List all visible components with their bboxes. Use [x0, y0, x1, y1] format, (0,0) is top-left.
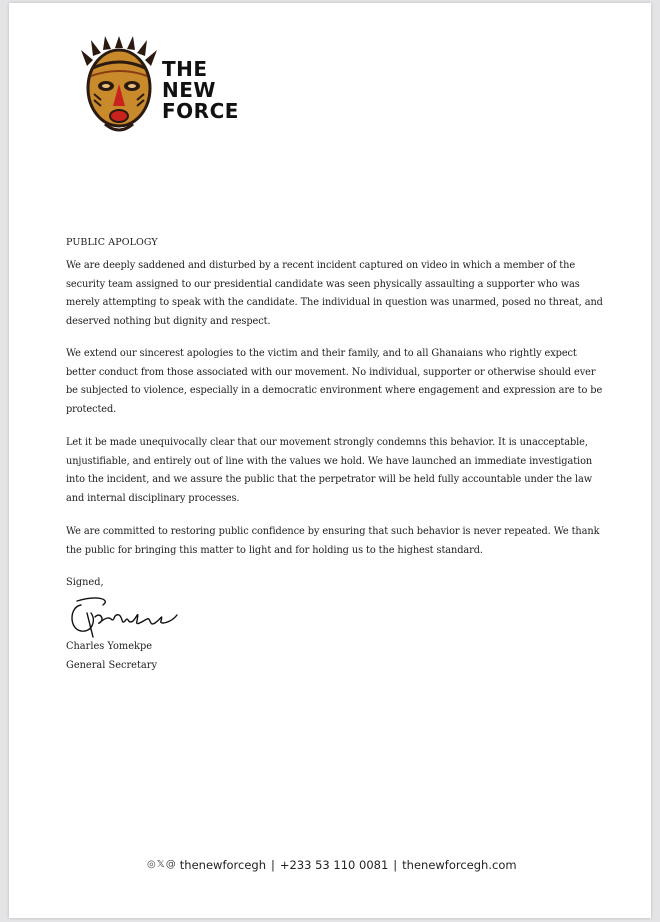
signed-label: Signed,: [66, 577, 104, 588]
x-icon: 𝕏: [156, 859, 165, 870]
handwritten-signature-icon: [67, 591, 187, 641]
signer-title: General Secretary: [66, 660, 157, 671]
instagram-icon: ◎: [147, 859, 156, 870]
letter-title: PUBLIC APOLOGY: [66, 237, 158, 248]
footer-handle: thenewforcegh: [179, 858, 266, 872]
letter-footer: [147, 858, 517, 872]
brand-line-3: FORCE: [162, 99, 239, 123]
tribal-mask-logo-icon: [79, 36, 159, 146]
brand-line-1: THE: [162, 57, 208, 81]
footer-separator-2: |: [393, 858, 398, 872]
brand-line-2: NEW: [162, 78, 216, 102]
brand-wordmark: [162, 59, 239, 122]
letter-paragraph-1: We are deeply saddened and disturbed by a recent incident captured on video in which a member of the security team assigned to our presidential candidate was seen physically assaulting a supporter who was merely attempting to speak with the candidate. The individual in question was unarmed, posed no threat, and deserved nothing but dignity and respect.: [66, 260, 603, 327]
footer-separator-1: |: [271, 858, 275, 872]
footer-phone: +233 53 110 0081: [279, 858, 389, 872]
letter-paragraph-2: We extend our sincerest apologies to the victim and their family, and to all Ghanaians who rightly expect better conduct from those associated with our movement. No individual, supporter or otherwise should ever be subjected to violence, especially in a democratic environment where engagement and expression are to be protected.: [66, 348, 603, 415]
signer-block: [66, 637, 157, 675]
letter-paragraph-3: Let it be made unequivocally clear that our movement strongly condemns this behavior. It is unacceptable, unjustifiable, and entirely out of line with the values we hold. We have launched an immediate investigation into the incident, and we assure the public that the perpetrator will be held fully accountable under the law and internal disciplinary processes.: [66, 437, 593, 504]
threads-icon: @: [165, 859, 176, 870]
footer-website: thenewforcegh.com: [402, 858, 517, 872]
letter-paragraph-4: We are committed to restoring public confidence by ensuring that such behavior is never repeated. We thank the public for bringing this matter to light and for holding us to the highest standard.: [66, 526, 600, 556]
letter-page: [9, 3, 651, 918]
signer-name: Charles Yomekpe: [66, 641, 153, 652]
